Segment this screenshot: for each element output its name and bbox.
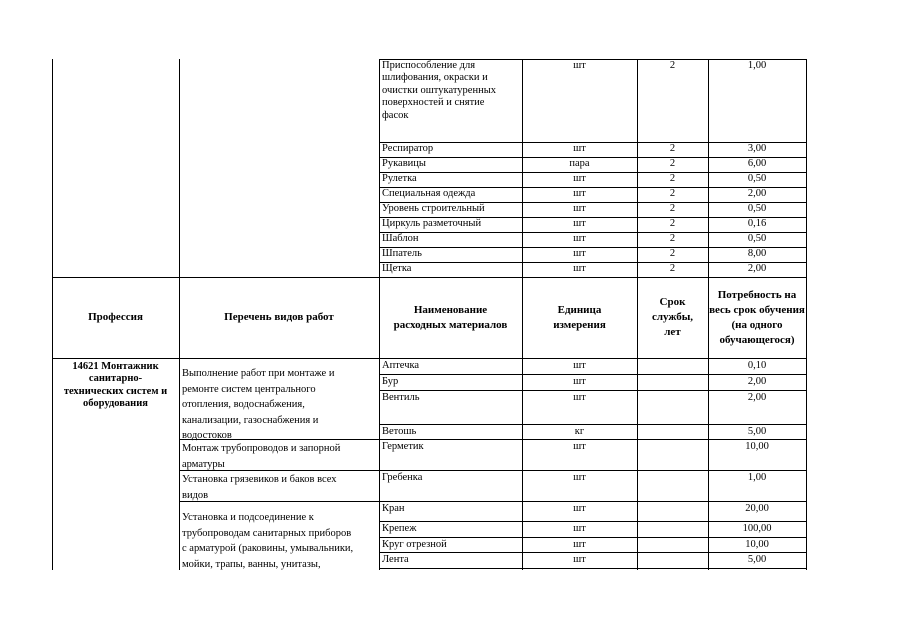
need-cell: 5,00 <box>747 554 767 565</box>
term-cell: 2 <box>669 188 676 199</box>
need-cell: 10,00 <box>745 441 769 452</box>
unit-cell: шт <box>573 523 586 534</box>
need-cell: 8,00 <box>747 248 767 259</box>
need-cell: 0,10 <box>747 360 767 371</box>
term-cell: 2 <box>669 173 676 184</box>
work-description-line: Установка грязевиков и баков всех <box>182 474 337 485</box>
table-row-border <box>379 568 807 569</box>
material-name: Рукавицы <box>382 158 426 169</box>
unit-cell: пара <box>569 158 590 169</box>
need-cell: 2,00 <box>747 376 767 387</box>
unit-cell: шт <box>573 173 586 184</box>
work-description-line: мойки, трапы, ванны, унитазы, <box>182 558 321 570</box>
need-cell: 20,00 <box>745 503 769 514</box>
profession-name: технических систем и <box>63 385 168 397</box>
material-name: Кран <box>382 503 405 514</box>
unit-cell: шт <box>573 218 586 229</box>
work-description-line: канализации, газоснабжения и <box>182 414 319 426</box>
unit-cell: шт <box>573 188 586 199</box>
table-row-border <box>379 501 807 502</box>
term-cell: 2 <box>669 203 676 214</box>
unit-cell: шт <box>573 233 586 244</box>
table-row-border <box>379 390 807 391</box>
header-works: Перечень видов работ <box>224 311 334 323</box>
unit-cell: кг <box>574 426 585 437</box>
unit-cell: шт <box>573 441 586 452</box>
material-name: Циркуль разметочный <box>382 218 482 229</box>
need-cell: 0,50 <box>747 203 767 214</box>
unit-cell: шт <box>573 203 586 214</box>
work-description-line: Выполнение работ при монтаже и <box>182 368 335 379</box>
work-description-line: Монтаж трубопроводов и запорной <box>182 443 341 454</box>
material-name: Гребенка <box>382 472 423 483</box>
work-description-line: ремонте систем центрального <box>182 383 316 395</box>
material-name: Специальная одежда <box>382 188 476 199</box>
table-column-border <box>637 358 638 570</box>
term-cell: 2 <box>669 60 676 71</box>
header-term: лет <box>664 326 681 338</box>
work-description-line: видов <box>182 489 209 501</box>
need-cell: 0,16 <box>747 218 767 229</box>
header-materials: Наименование <box>413 303 488 316</box>
table-column-border <box>379 358 380 570</box>
header-need: Потребность на <box>717 288 797 301</box>
header-term: службы, <box>651 311 694 323</box>
need-cell: 6,00 <box>747 158 767 169</box>
table-row-border <box>379 537 807 538</box>
header-materials: расходных материалов <box>393 318 508 331</box>
header-need: (на одного <box>731 318 783 331</box>
profession-name: оборудования <box>83 398 148 410</box>
table-row-border <box>379 521 807 522</box>
table-row-border <box>379 424 807 425</box>
unit-cell: шт <box>573 376 586 387</box>
unit-cell: шт <box>573 248 586 259</box>
material-name: Лента <box>382 554 409 565</box>
work-description-line: с арматурой (раковины, умывальники, <box>182 543 354 554</box>
unit-cell: шт <box>573 554 586 565</box>
material-name-line: поверхностей и снятие <box>382 97 485 109</box>
need-cell: 0,50 <box>747 173 767 184</box>
need-cell: 100,00 <box>742 523 772 534</box>
unit-cell: шт <box>573 392 586 403</box>
need-cell: 0,50 <box>747 233 767 244</box>
unit-cell: шт <box>573 143 586 154</box>
material-name: Шпатель <box>382 248 422 259</box>
material-name: Аптечка <box>382 360 420 371</box>
work-description-line: отопления, водоснабжения, <box>182 399 305 410</box>
table-row-border <box>379 470 807 471</box>
need-cell: 5,00 <box>747 426 767 437</box>
unit-cell: шт <box>573 60 586 71</box>
material-name: Круг отрезной <box>382 539 447 550</box>
material-name: Ветошь <box>382 426 417 437</box>
need-cell: 1,00 <box>747 472 767 483</box>
need-cell: 1,00 <box>747 60 767 71</box>
material-name: Вентиль <box>382 392 420 403</box>
material-name-line: фасок <box>382 109 409 121</box>
material-name: Бур <box>382 376 399 387</box>
material-name: Шаблон <box>382 233 419 244</box>
work-description-line: арматуры <box>182 458 225 470</box>
material-name: Рулетка <box>382 173 417 184</box>
term-cell: 2 <box>669 233 676 244</box>
header-profession: Профессия <box>88 311 143 323</box>
material-name-line: очистки оштукатуренных <box>382 84 496 96</box>
term-cell: 2 <box>669 158 676 169</box>
material-name: Щетка <box>382 263 412 274</box>
profession-name: санитарно- <box>88 373 143 385</box>
material-name: Уровень строительный <box>382 203 485 214</box>
header-need: весь срок обучения <box>709 303 805 316</box>
need-cell: 2,00 <box>747 188 767 199</box>
header-term: Срок <box>659 296 686 308</box>
term-cell: 2 <box>669 143 676 154</box>
table-column-border <box>806 59 807 277</box>
work-description-line: трубопроводам санитарных приборов <box>182 527 352 539</box>
material-name-line: шлифования, окраски и <box>382 72 488 84</box>
table-row-border <box>379 358 807 359</box>
material-name: Крепеж <box>382 523 417 534</box>
term-cell: 2 <box>669 263 676 274</box>
profession-name: 14621 Монтажник <box>72 361 159 372</box>
table-column-border <box>806 358 807 570</box>
work-description-line: Установка и подсоединение к <box>182 512 314 523</box>
material-name: Герметик <box>382 441 424 452</box>
term-cell: 2 <box>669 218 676 229</box>
header-top-border <box>52 277 807 278</box>
unit-cell: шт <box>573 263 586 274</box>
unit-cell: шт <box>573 503 586 514</box>
need-cell: 2,00 <box>747 392 767 403</box>
work-row-border <box>179 501 380 502</box>
header-unit: измерения <box>553 318 606 331</box>
table-row-border <box>379 374 807 375</box>
header-need: обучающегося) <box>719 333 795 346</box>
material-name-line: Приспособление для <box>382 60 476 71</box>
table-row-border <box>379 552 807 553</box>
unit-cell: шт <box>573 360 586 371</box>
table-row-border <box>379 439 807 440</box>
term-cell: 2 <box>669 248 676 259</box>
material-name: Респиратор <box>382 143 434 154</box>
need-cell: 10,00 <box>745 539 769 550</box>
work-description-line: водостоков <box>182 430 232 441</box>
need-cell: 3,00 <box>747 143 767 154</box>
table-column-border <box>379 59 380 277</box>
unit-cell: шт <box>573 472 586 483</box>
need-cell: 2,00 <box>747 263 767 274</box>
header-unit: Единица <box>557 303 602 316</box>
header-column-border <box>806 277 807 358</box>
unit-cell: шт <box>573 539 586 550</box>
